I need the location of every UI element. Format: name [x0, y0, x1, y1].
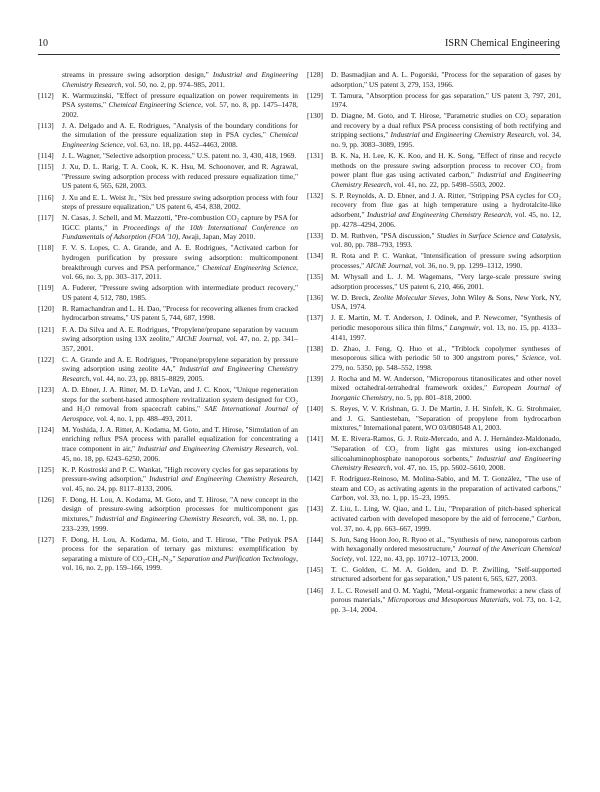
reference-journal: Industrial and Engineering Chemistry Research [366, 210, 511, 220]
reference-text: streams in pressure swing adsorption design," [62, 70, 213, 79]
reference-number: [119] [38, 283, 54, 293]
reference-text: K. Warmuzinski, "Effect of pressure equalization on power requirements in PSA systems," [62, 90, 298, 110]
reference-text: D. Zhao, J. Feng, Q. Huo et al., "Triblock copolymer syntheses of mesoporous silica with periodic 50 to 300 angstrom pores," [331, 343, 561, 363]
reference-details: , vol. 37, no. 4, pp. 663–667, 1999. [331, 513, 561, 533]
page-header [38, 38, 560, 50]
reference-journal: AIChE Journal [366, 260, 412, 270]
reference-entry [38, 151, 298, 161]
reference-entry [38, 193, 298, 212]
reference-details: , vol. 73, no. 1-2, pp. 3–14, 2004. [331, 595, 562, 614]
reference-journal: Proceedings of the 10th International Conference on Fundamentals of Adsorption (FOA '10) [62, 222, 299, 242]
reference-details: , vol. 38, no. 1, pp. 233–239, 1999. [62, 513, 298, 533]
reference-details: , vol. 122, no. 43, pp. 10712–10713, 2000. [352, 553, 479, 563]
reference-text: D. M. Ruthven, "PSA discussion," [331, 230, 437, 240]
reference-text: R. Ramachandran and L. H. Dao, "Process for recovering alkenes from cracked hydrocarbon streams," US patent 5, 744, 687, 1998. [62, 303, 298, 323]
reference-details: , vol. 36, no. 9, pp. 1299–1312, 1990. [411, 260, 523, 270]
reference-entry [307, 191, 561, 229]
reference-journal: Industrial and Engineering Chemistry Research [331, 170, 561, 189]
reference-text: F. Dong, H. Lou, A. Kodama, M. Goto, and T. Hirose, "The Petlyuk PSA process for the separation of ternary gas mixtures: exemplification by separating a mixture of CO₂-CH₄-N₂," [62, 534, 298, 563]
reference-entry [38, 425, 298, 463]
reference-text: J. Xu and E. L. Weist Jr., "Six bed pressure swing adsorption process with four steps of pressure equalization," US patent 6, 454, 838, 2002. [62, 192, 298, 212]
reference-entry [307, 404, 561, 433]
references-right-column [307, 70, 561, 616]
reference-details: , vol. 80, pp. 788–793, 1993. [331, 230, 561, 250]
reference-entry [38, 162, 298, 191]
reference-number: [123] [38, 385, 55, 395]
reference-entry [38, 355, 298, 384]
reference-text: A. D. Ebner, J. A. Ritter, M. D. LeVan, and J. C. Knox, "Unique regeneration steps for the sorbent-based atmosphere revitalization system designed for CO₂ and H₂O removal from spacecraft cabins," [62, 385, 298, 414]
reference-number: [143] [307, 504, 324, 514]
reference-number: [145] [307, 564, 324, 574]
reference-details: , no. 5, pp. 801–818, 2000. [392, 393, 472, 403]
reference-text: B. K. Na, H. Lee, K. K. Koo, and H. K. Song, "Effect of rinse and recycle methods on the pressure swing adsorption process to recover CO₂ from power plant flue gas using activated carbon," [331, 151, 561, 180]
reference-entry [307, 586, 561, 615]
reference-details: , vol. 47, no. 2, pp. 341–357, 2001. [62, 334, 298, 353]
reference-journal: Langmuir [449, 323, 479, 333]
reference-details: , vol. 33, no. 1, pp. 15–23, 1995. [353, 493, 450, 503]
reference-number: [118] [38, 243, 54, 253]
reference-text: F. A. Da Silva and A. E. Rodrigues, "Propylene/propane separation by vacuum swing adsorption using 13X zeolite," [62, 324, 298, 344]
reference-entry [307, 272, 561, 291]
reference-details: , vol. 34, no. 9, pp. 3083–3089, 1995. [331, 130, 561, 150]
reference-journal: Microporous and Mesoporous Materials [387, 595, 509, 605]
reference-journal: Chemical Engineering Science [108, 100, 202, 110]
reference-entry [307, 535, 561, 564]
reference-details: , vol. 47, no. 15, pp. 5602–5610, 2008. [390, 463, 506, 473]
reference-number: [135] [307, 272, 324, 282]
reference-text: F. V. S. Lopes, C. A. Grande, and A. E. Rodrigues, "Activated carbon for hydrogen purification by pressure swing adsorption: multicomponent breakthrough curves and PSA performance," [62, 243, 298, 272]
reference-entry [307, 251, 561, 270]
reference-number: [134] [307, 251, 324, 261]
reference-text: Z. Liu, L. Ling, W. Qiao, and L. Liu, "Preparation of pitch-based spherical activated carbon with developed mesopore by the aid of ferrocene," [331, 504, 561, 523]
reference-entry [38, 325, 298, 354]
reference-number: [129] [307, 90, 324, 100]
reference-journal: Carbon [331, 493, 354, 503]
reference-entry [38, 304, 298, 323]
reference-details: , vol. 41, no. 22, pp. 5498–5503, 2002. [390, 179, 506, 189]
reference-text: A. Fuderer, "Pressure swing adsorption with intermediate product recovery," US patent 4, 512, 780, 1985. [62, 283, 298, 302]
reference-journal: Industrial and Engineering Chemistry Research [62, 70, 298, 89]
reference-entry [38, 91, 298, 120]
reference-entry [38, 495, 298, 533]
reference-entry [38, 385, 298, 423]
reference-entry [307, 91, 561, 110]
reference-text: T. Tamura, "Absorption process for gas separation," US patent 3, 797, 201, 1974. [331, 90, 561, 110]
reference-text: C. A. Grande and A. E. Rodrigues, "Propane/propylene separation by pressure swing adsorption using zeolite 4A," [62, 354, 298, 374]
references-left-column [38, 70, 298, 574]
reference-details: , vol. 16, no. 2, pp. 159–166, 1999. [62, 553, 298, 573]
reference-text: M. E. Rivera-Ramos, G. J. Ruiz-Mercado, and A. J. Hernández-Maldonado, "Separation of CO₂ from light gas mixtures using ion-exchanged silicoaluminophosphate nanoporous sorbents," [331, 434, 561, 463]
reference-number: [141] [307, 434, 324, 444]
reference-details: , vol. 63, no. 18, pp. 4452–4463, 2008. [122, 140, 238, 150]
reference-number: [136] [307, 292, 324, 302]
reference-number: [139] [307, 373, 324, 383]
reference-text: W. D. Breck, [331, 292, 373, 302]
reference-details: , vol. 66, no. 3, pp. 303–317, 2011. [62, 262, 298, 282]
reference-entry [38, 70, 298, 89]
reference-details: , vol. 45, no. 18, pp. 6243–6250, 2006. [62, 443, 298, 463]
reference-journal: Chemical Engineering Science [202, 262, 297, 272]
reference-number: [146] [307, 585, 324, 595]
reference-number: [125] [38, 464, 55, 474]
reference-number: [120] [38, 303, 55, 313]
reference-number: [126] [38, 494, 55, 504]
reference-details: , vol. 44, no. 23, pp. 8815–8829, 2005. [89, 373, 204, 383]
reference-entry [38, 535, 298, 573]
reference-text: F. Dong, H. Lou, A. Kodama, M. Goto, and T. Hirose, "A new concept in the design of pressure-swing adsorption processes for multicomponent gas mixtures," [62, 494, 298, 523]
reference-text: N. Casas, J. Schell, and M. Mazzotti, "Pre-combustion CO₂ capture by PSA for IGCC plants," in [62, 213, 298, 232]
reference-number: [121] [38, 324, 55, 334]
reference-text: S. Jun, Sang Hoon Joo, R. Ryoo et al., "Synthesis of new, nanoporous carbon with hexagonally ordered mesostructure," [331, 534, 561, 554]
reference-details: , vol. 279, no. 5350, pp. 548–552, 1998. [331, 353, 561, 372]
reference-number: [137] [307, 313, 324, 323]
reference-journal: Separation and Purification Technology [177, 553, 297, 563]
reference-text: J. L. Wagner, "Selective adsorption process," U.S. patent no. 3, 430, 418, 1969. [62, 151, 297, 161]
reference-text: K. P. Kostroski and P. C. Wankat, "High recovery cycles for gas separations by pressure-swing adsorption," [62, 464, 298, 484]
reference-number: [142] [307, 474, 324, 484]
reference-details: , vol. 4, no. 1, pp. 488–493, 2011. [92, 413, 193, 423]
reference-journal: Journal of the American Chemical Society [331, 544, 561, 563]
reference-details: , vol. 13, no. 15, pp. 4133–4141, 1997. [331, 323, 562, 342]
reference-entry [307, 70, 561, 89]
reference-number: [140] [307, 404, 324, 414]
reference-journal: Industrial and Engineering Chemistry Research [95, 513, 240, 523]
reference-text: J. Rocha and M. W. Anderson, "Microporous titanosilicates and other novel mixed octahedral-tetrahedral framework oxides," [331, 373, 561, 393]
reference-journal: Carbon [536, 513, 560, 523]
reference-entry [307, 111, 561, 149]
reference-entry [38, 121, 298, 150]
reference-text: D. Diagne, M. Goto, and T. Hirose, "Parametric studies on CO₂ separation and recovery by a dual reflux PSA process consisting of both rectifying and stripping sections," [331, 111, 561, 140]
reference-number: [117] [38, 213, 54, 223]
reference-entry [38, 283, 298, 302]
reference-number: [138] [307, 343, 324, 353]
reference-entry [307, 293, 561, 312]
reference-details: , vol. 50, no. 2, pp. 974–985, 2011. [121, 79, 225, 89]
reference-details: , vol. 45, no. 12, pp. 4278–4294, 2006. [331, 210, 561, 229]
reference-entry [307, 504, 561, 533]
reference-number: [122] [38, 354, 55, 364]
reference-entry [307, 313, 561, 342]
reference-text: M. Yoshida, J. A. Ritter, A. Kodama, M. Goto, and T. Hirose, "Simulation of an enriching reflux PSA process with parallel equalization for concentrating a trace component in air," [62, 424, 298, 453]
reference-text: J. A. Delgado and A. E. Rodrigues, "Analysis of the boundary conditions for the simulation of the pressure equalization step in PSA cycles," [62, 120, 298, 140]
reference-journal: Science [521, 353, 545, 363]
reference-journal: Studies in Surface Science and Catalysis [436, 230, 560, 240]
reference-text: J. Xu, D. L. Rarig, T. A. Cook, K. K. Hsu, M. Schoonover, and R. Agrawal, "Pressure swing adsorption process with reduced pressure equalization time," US patent 6, 565, 628, 2003. [62, 162, 298, 191]
reference-journal: Industrial and Engineering Chemistry Research [331, 453, 561, 473]
reference-journal: Industrial and Engineering Chemistry Research [62, 364, 298, 383]
reference-number: [124] [38, 424, 55, 434]
reference-entry [307, 344, 561, 373]
reference-number: [144] [307, 534, 324, 544]
reference-journal: Industrial and Engineering Chemistry Research [137, 443, 283, 453]
reference-number: [133] [307, 230, 324, 240]
reference-journal: Industrial and Engineering Chemistry Research [149, 474, 297, 484]
reference-entry [307, 151, 561, 189]
reference-entry [38, 243, 298, 281]
reference-text: S. Reyes, V. V. Krishnan, G. J. De Martin, J. H. Sinfelt, K. G. Strohmaier, and J. G. Santiesteban, "Separation of propylene from hydrocarbon mixtures," International patent, WO 03/080548 A1, 2003. [331, 404, 561, 433]
reference-number: [128] [307, 70, 324, 79]
reference-journal: Industrial and Engineering Chemistry Research [390, 130, 535, 140]
reference-number: [113] [38, 120, 54, 130]
reference-number: [116] [38, 192, 54, 202]
reference-text: S. P. Reynolds, A. D. Ebner, and J. A. Ritter, "Stripping PSA cycles for CO₂ recovery from flue gas at high temperature using a hydrotalcite-like adsorbent," [331, 190, 561, 220]
reference-journal: Chemical Engineering Science [62, 130, 298, 150]
journal-name: ISRN Chemical Engineering [445, 38, 560, 49]
reference-text: D. Basmadjian and A. L. Pogorski, "Process for the separation of gases by adsorption," US patent 3, 279, 153, 1966. [331, 70, 561, 89]
reference-entry [307, 434, 561, 472]
reference-entry [307, 474, 561, 503]
reference-journal: European Journal of Inorganic Chemistry [331, 383, 561, 403]
reference-text: J. E. Martin, M. T. Anderson, J. Odinek, and P. Newcomer, "Synthesis of periodic mesoporous silica thin films," [331, 313, 561, 333]
reference-entry [307, 565, 561, 584]
reference-journal: Zeolite Molecular Sieves [372, 292, 448, 302]
reference-number: [132] [307, 190, 324, 200]
reference-entry [307, 231, 561, 250]
reference-number: [131] [307, 151, 324, 161]
reference-number: [114] [38, 151, 54, 161]
reference-details: , vol. 45, no. 24, pp. 8117–8133, 2006. [62, 474, 298, 493]
reference-text: T. C. Golden, C. M. A. Golden, and D. P. Zwilling, "Self-supported structured adsorbent for gas separation," US patent 6, 565, 627, 2003. [331, 564, 561, 584]
reference-text: R. Rota and P. C. Wankat, "Intensification of pressure swing adsorption processes," [331, 251, 561, 270]
reference-entry [38, 465, 298, 494]
reference-number: [130] [307, 111, 324, 121]
reference-number: [112] [38, 90, 54, 100]
reference-journal: AIChE Journal [176, 334, 223, 344]
reference-number: [127] [38, 534, 55, 544]
reference-details: , John Wiley & Sons, New York, NY, USA, 1974. [331, 292, 561, 312]
reference-details: , Awaji, Japan, May 2010. [178, 232, 256, 242]
header-rule [38, 54, 560, 55]
page-number: 10 [38, 38, 48, 49]
reference-text: F. Rodríguez-Reinoso, M. Molina-Sabio, and M. T. González, "The use of steam and CO₂ as activating agents in the preparation of activated carbons," [331, 474, 561, 493]
reference-number: [115] [38, 162, 54, 172]
reference-details: , vol. 57, no. 8, pp. 1475–1478, 2002. [62, 100, 298, 119]
reference-entry [38, 213, 298, 242]
reference-entry [307, 374, 561, 403]
reference-text: M. Whysall and L. J. M. Wagemans, "Very large-scale pressure swing adsorption processes," US patent 6, 210, 466, 2001. [331, 272, 561, 291]
reference-text: J. L. C. Rowsell and O. M. Yaghi, "Metal-organic frameworks: a new class of porous materials," [331, 585, 561, 605]
reference-journal: SAE International Journal of Aerospace [62, 404, 298, 423]
